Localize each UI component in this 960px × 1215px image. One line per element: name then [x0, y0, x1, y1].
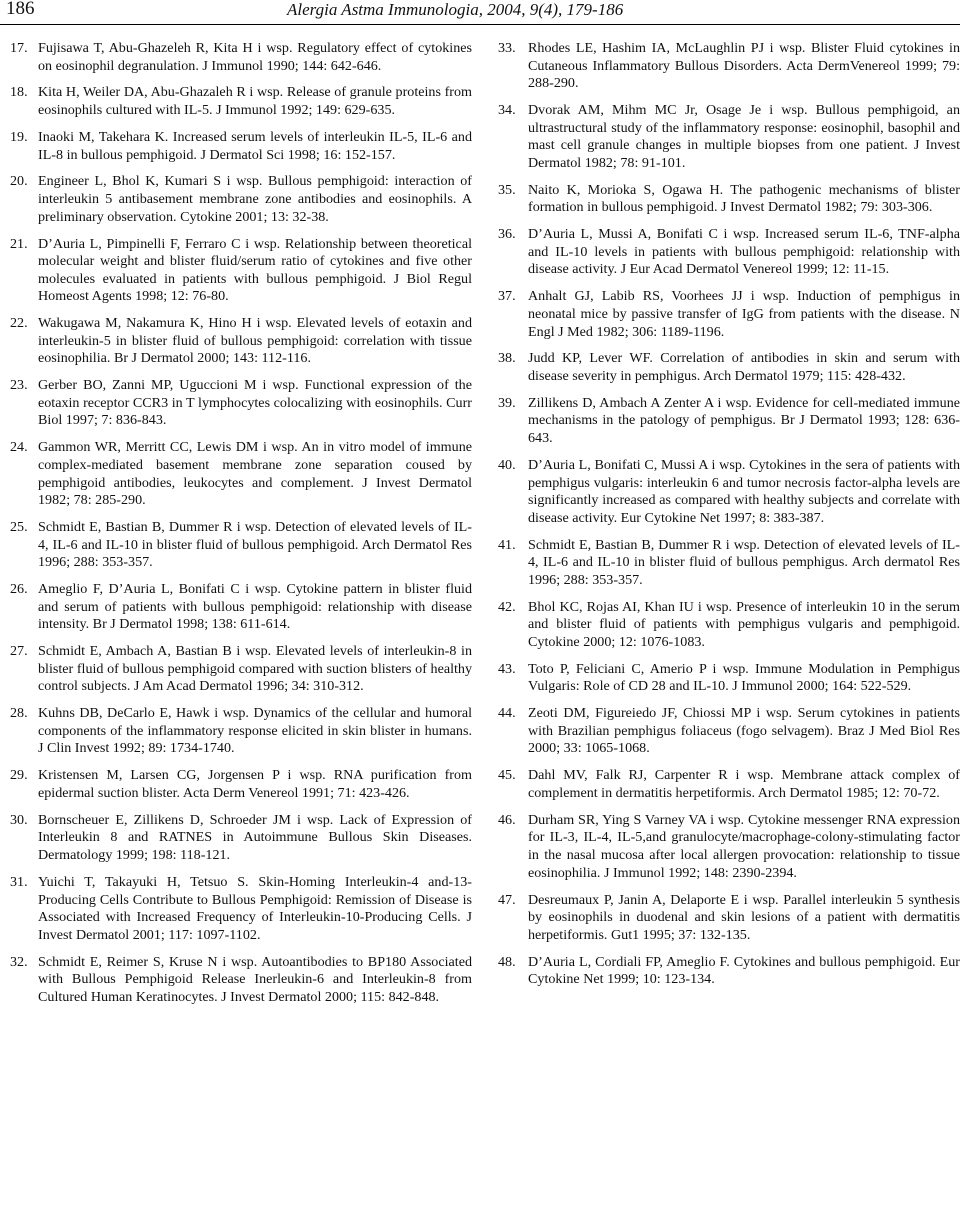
reference-item: [498, 661, 960, 696]
reference-text: Fujisawa T, Abu-Ghazeleh R, Kita H i wsp. Regulatory effect of cytokines on eosinophil degranulation. J Immunol 1990; 144: 642-646.: [38, 40, 472, 74]
reference-number: 17.: [10, 40, 28, 56]
reference-item: [498, 102, 960, 172]
reference-number: 39.: [498, 394, 516, 411]
reference-text: Inaoki M, Takehara K. Increased serum levels of interleukin IL-5, IL-6 and IL-8 in bullous pemphigoid. J Dermatol Sci 1998; 16: 152-157.: [38, 128, 472, 163]
reference-number: 26.: [10, 581, 28, 598]
reference-item: [10, 129, 472, 164]
reference-text: Anhalt GJ, Labib RS, Voorhees JJ i wsp. Induction of pemphigus in neonatal mice by passive transfer of IgG from patients with the disease. N Engl J Med 1982; 306: 1189-1196.: [528, 288, 960, 340]
reference-text: Schmidt E, Bastian B, Dummer R i wsp. Detection of elevated levels of IL-4, IL-6 and IL-10 in blister fluid of bullous pemphigoid. Arch Dermatol Res 1996; 288: 353-357.: [38, 519, 472, 571]
reference-number: 48.: [498, 953, 516, 970]
reference-item: [498, 954, 960, 989]
reference-number: 32.: [10, 953, 28, 970]
reference-item: [10, 377, 472, 430]
reference-number: 21.: [10, 235, 28, 252]
reference-item: [10, 581, 472, 634]
reference-text: D’Auria L, Pimpinelli F, Ferraro C i wsp. Relationship between theoretical molecular weight and blister fluid/serum ratio of cytokines and five other molecules evaluated in patients with bullous pemphigoid. J Biol Regul Homeost Agents 1998; 12: 76-80.: [38, 235, 472, 305]
reference-number: 37.: [498, 288, 516, 305]
reference-item: [10, 236, 472, 306]
reference-number: 25.: [10, 519, 28, 536]
reference-text: Toto P, Feliciani C, Amerio P i wsp. Immune Modulation in Pemphigus Vulgaris: Role of CD 28 and IL-10. J Immunol 2000; 164: 522-529.: [528, 660, 960, 695]
reference-item: [10, 705, 472, 758]
reference-item: [498, 182, 960, 217]
reference-number: 36.: [498, 226, 516, 243]
reference-text: Kristensen M, Larsen CG, Jorgensen P i wsp. RNA purification from epidermal suction blister. Acta Derm Venereol 1991; 71: 423-426.: [38, 767, 472, 801]
reference-text: Ameglio F, D’Auria L, Bonifati C i wsp. Cytokine pattern in blister fluid and serum of patients with bullous pemphigoid: relationship with disease intensity. Br J Dermatol 1998; 138: 611-614.: [38, 581, 472, 633]
reference-number: 46.: [498, 811, 516, 828]
reference-number: 23.: [10, 377, 28, 394]
reference-item: [10, 315, 472, 368]
reference-number: 19.: [10, 128, 28, 145]
reference-item: [498, 599, 960, 652]
reference-text: Yuichi T, Takayuki H, Tetsuo S. Skin-Homing Interleukin-4 and-13-Producing Cells Contribute to Bullous Pemphigoid: Remission of Disease is Associated with Increased Frequency of Interleukin-10-Producing Cells. J Invest Dermatol 2001; 117: 1097-1102.: [38, 873, 472, 943]
reference-text: D’Auria L, Mussi A, Bonifati C i wsp. Increased serum IL-6, TNF-alpha and IL-10 levels in patients with bullous pemphigoid: relationship with disease activity. J Eur Acad Dermatol Venereol 1999; 12: 11-15.: [528, 226, 960, 278]
reference-number: 42.: [498, 598, 516, 615]
reference-text: Bhol KC, Rojas AI, Khan IU i wsp. Presence of interleukin 10 in the serum and blister fluid of patients with pemphigus vulgaris and pemphigoid. Cytokine 2000; 12: 1076-1083.: [528, 598, 960, 650]
references-left-column: [10, 40, 472, 1016]
reference-item: [498, 350, 960, 385]
reference-number: 27.: [10, 643, 28, 660]
reference-item: [10, 439, 472, 509]
reference-number: 45.: [498, 767, 516, 784]
reference-text: Schmidt E, Bastian B, Dummer R i wsp. Detection of elevated levels of IL-4, IL-6 and IL-10 in blister fluid of bullous pemphigus. Arch dermatol Res 1996; 288: 353-357.: [528, 536, 960, 588]
reference-text: Rhodes LE, Hashim IA, McLaughlin PJ i wsp. Blister Fluid cytokines in Cutaneous Inflammatory Bullous Disorders. Acta DermVenereol 1999; 79: 288-290.: [528, 40, 960, 92]
reference-number: 33.: [498, 40, 516, 56]
reference-number: 35.: [498, 181, 516, 198]
reference-item: [498, 40, 960, 93]
reference-text: Schmidt E, Ambach A, Bastian B i wsp. Elevated levels of interleukin-8 in blister fluid of bullous pemphigoid compared with suction blisters of healthy control subjects. J Am Acad Dermatol 1996; 34: 310-312.: [38, 643, 472, 695]
reference-item: [10, 812, 472, 865]
reference-item: [10, 40, 472, 75]
reference-text: D’Auria L, Cordiali FP, Ameglio F. Cytokines and bullous pemphigoid. Eur Cytokine Net 1999; 10: 123-134.: [528, 953, 960, 988]
reference-item: [498, 767, 960, 802]
reference-number: 24.: [10, 439, 28, 456]
reference-text: Wakugawa M, Nakamura K, Hino H i wsp. Elevated levels of eotaxin and interleukin-5 in blister fluid of bullous pemphigoid: correlation with tissue eosinophilia. Br J Dermatol 2000; 143: 112-116.: [38, 315, 472, 367]
reference-number: 43.: [498, 660, 516, 677]
reference-text: Engineer L, Bhol K, Kumari S i wsp. Bullous pemphigoid: interaction of interleukin 5 antibasement membrane zone antibodies and eosinophils. A preliminary observation. Cytokine 2001; 13: 32-38.: [38, 173, 472, 225]
reference-item: [498, 892, 960, 945]
reference-text: Zillikens D, Ambach A Zenter A i wsp. Evidence for cell-mediated immune mechanisms in the patology of pemphigus. Br J Dermatol 1993; 128: 636-643.: [528, 394, 960, 447]
reference-number: 20.: [10, 173, 28, 190]
reference-number: 31.: [10, 873, 28, 890]
reference-item: [498, 812, 960, 882]
reference-item: [10, 173, 472, 226]
reference-item: [498, 226, 960, 279]
reference-text: Durham SR, Ying S Varney VA i wsp. Cytokine messenger RNA expression for IL-3, IL-4, IL-5,and granulocyte/macrophage-colony-stimulating factor in the nasal mucosa after local allergen provocation: relationship to tissue eosinophilia. J Immunol 1992; 148: 2390-2394.: [528, 811, 960, 881]
reference-text: Schmidt E, Reimer S, Kruse N i wsp. Autoantibodies to BP180 Associated with Bullous Pemphigoid Release Inerleukin-6 and Interleukin-8 from Cultured Human Keratinocytes. J Invest Dermatol 2000; 115: 842-848.: [38, 953, 472, 1005]
reference-text: Naito K, Morioka S, Ogawa H. The pathogenic mechanisms of blister formation in bullous pemphigoid. J Invest Dermatol 1982; 79: 303-306.: [528, 181, 960, 216]
reference-list-left: [10, 40, 472, 1006]
page-header: [0, 0, 960, 30]
reference-text: Bornscheuer E, Zillikens D, Schroeder JM i wsp. Lack of Expression of Interleukin 8 and RATNES in Autoimmune Bullous Skin Diseases. Dermatology 1999; 198: 118-121.: [38, 811, 472, 864]
reference-text: Zeoti DM, Figureiedo JF, Chiossi MP i wsp. Serum cytokines in patients with Brazilian pemphigus foliaceus (fogo selvagem). Braz J Med Biol Res 2000; 33: 1065-1068.: [528, 705, 960, 757]
reference-text: Dahl MV, Falk RJ, Carpenter R i wsp. Membrane attack complex of complement in dermatitis herpetiformis. Arch Dermatol 1985; 12: 70-72.: [528, 767, 960, 801]
reference-item: [498, 457, 960, 527]
reference-item: [10, 767, 472, 802]
reference-number: 29.: [10, 767, 28, 784]
reference-item: [498, 395, 960, 448]
reference-number: 41.: [498, 536, 516, 553]
reference-list-right: [498, 40, 960, 989]
reference-item: [10, 874, 472, 944]
reference-number: 38.: [498, 350, 516, 367]
reference-item: [10, 84, 472, 119]
reference-text: Gerber BO, Zanni MP, Uguccioni M i wsp. Functional expression of the eotaxin receptor CCR3 in T lymphocytes colocalizing with eosinophils. Curr Biol 1997; 7: 836-843.: [38, 377, 472, 429]
reference-item: [498, 288, 960, 341]
reference-number: 44.: [498, 705, 516, 722]
reference-number: 22.: [10, 315, 28, 332]
reference-item: [10, 643, 472, 696]
references-right-column: [498, 40, 960, 998]
reference-text: D’Auria L, Bonifati C, Mussi A i wsp. Cytokines in the sera of patients with pemphigus vulgaris: interleukin 6 and tumor necrosis factor-alpha levels are significantly increased as compared with healthy subjects and correlate with disease activity. Eur Cytokine Net 1997; 8: 383-387.: [528, 456, 960, 526]
reference-text: Desreumaux P, Janin A, Delaporte E i wsp. Parallel interleukin 5 synthesis by eosinophils in duodenal and skin lesions of a patient with dermatitis herpetiformis. Gut1 1995; 37: 132-135.: [528, 891, 960, 943]
reference-number: 18.: [10, 84, 28, 101]
reference-number: 34.: [498, 102, 516, 119]
reference-text: Judd KP, Lever WF. Correlation of antibodies in skin and serum with disease severity in pemphigus. Arch Dermatol 1979; 115: 428-432.: [528, 350, 960, 384]
reference-number: 28.: [10, 705, 28, 722]
reference-item: [498, 705, 960, 758]
reference-text: Dvorak AM, Mihm MC Jr, Osage Je i wsp. Bullous pemphigoid, an ultrastructural study of the inflammatory response: eosinophil, basophil and mast cell granule changes in multiple biopses from one patient. J Invest Dermatol 1982; 78: 91-101.: [528, 102, 960, 171]
reference-item: [498, 537, 960, 590]
header-rule: [0, 24, 960, 25]
journal-citation: Alergia Astma Immunologia, 2004, 9(4), 179-186: [287, 0, 624, 19]
reference-text: Gammon WR, Merritt CC, Lewis DM i wsp. An in vitro model of immune complex-mediated basement membrane zone separation coused by pemphigoid antibodies, leukocytes and complement. J Invest Dermatol 1982; 78: 285-290.: [38, 439, 472, 509]
reference-text: Kita H, Weiler DA, Abu-Ghazaleh R i wsp. Release of granule proteins from eosinophils cultured with IL-5. J Immunol 1992; 149: 629-635.: [38, 84, 472, 119]
reference-item: [10, 954, 472, 1007]
reference-text: Kuhns DB, DeCarlo E, Hawk i wsp. Dynamics of the cellular and humoral components of the inflammatory response elicited in skin blister in humans. J Clin Invest 1992; 89: 1734-1740.: [38, 705, 472, 757]
reference-number: 40.: [498, 456, 516, 473]
reference-number: 30.: [10, 811, 28, 828]
reference-item: [10, 519, 472, 572]
reference-number: 47.: [498, 891, 516, 908]
page-number: 186: [6, 0, 35, 19]
